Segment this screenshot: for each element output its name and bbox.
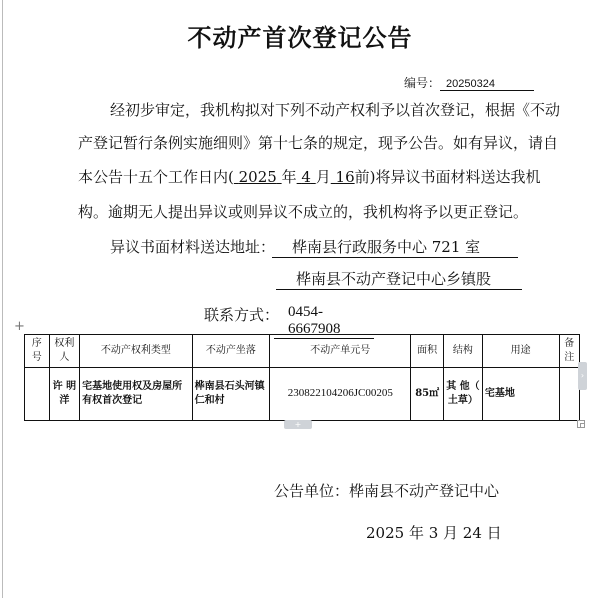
table-row bbox=[25, 368, 580, 421]
cell-index bbox=[25, 368, 50, 421]
deadline-day: 16 bbox=[335, 168, 355, 186]
add-row-handle-icon[interactable]: + bbox=[284, 420, 312, 429]
cell-location: 桦南县石头河镇仁和村 bbox=[192, 368, 270, 421]
body-line-3 bbox=[78, 166, 540, 187]
deadline-year: 2025 bbox=[238, 168, 277, 186]
announcing-unit bbox=[274, 480, 499, 501]
cell-note bbox=[559, 368, 580, 421]
table-move-handle-icon[interactable]: + bbox=[14, 319, 25, 334]
header-note: 备注 bbox=[559, 335, 580, 368]
cell-holder: 许 明洋 bbox=[49, 368, 80, 421]
table-header-row bbox=[25, 335, 580, 368]
table-resize-icon[interactable] bbox=[577, 420, 585, 428]
cell-right-type: 宅基地使用权及房屋所有权首次登记 bbox=[80, 368, 192, 421]
add-column-handle-icon[interactable]: › bbox=[578, 362, 587, 390]
page-left-border bbox=[2, 0, 3, 598]
contact-label: 联系方式： bbox=[204, 306, 280, 324]
registration-table bbox=[24, 334, 580, 421]
header-area: 面积 bbox=[411, 335, 444, 368]
doc-number-value: 20250324 bbox=[440, 78, 534, 91]
document-title: 不动产首次登记公告 bbox=[187, 23, 413, 52]
deadline-month: 4 bbox=[301, 168, 311, 186]
header-unit-no: 不动产单元号 bbox=[270, 335, 411, 368]
contact-value: 0454-6667908 bbox=[274, 304, 374, 339]
header-holder: 权利人 bbox=[49, 335, 80, 368]
deadline-prefix: 本公告十五个工作日内( bbox=[78, 168, 234, 186]
announcing-unit-label: 公告单位： bbox=[274, 482, 350, 500]
announcement-date: 2025 年 3 月 24 日 bbox=[366, 524, 502, 542]
header-right-type: 不动产权利类型 bbox=[80, 335, 192, 368]
address-line-2: 桦南县不动产登记中心乡镇股 bbox=[276, 268, 522, 290]
header-usage: 用途 bbox=[482, 335, 559, 368]
address-line-1: 桦南县行政服务中心 721 室 bbox=[272, 236, 518, 258]
body-line-2: 产登记暂行条例实施细则》第十七条的规定，现予公告。如有异议，请自 bbox=[78, 134, 559, 152]
body-line-4: 构。逾期无人提出异议或则异议不成立的，我机构将予以更正登记。 bbox=[78, 203, 529, 221]
header-index: 序号 bbox=[25, 335, 50, 368]
doc-number bbox=[404, 74, 534, 91]
header-location: 不动产坐落 bbox=[192, 335, 270, 368]
header-structure: 结构 bbox=[444, 335, 483, 368]
cell-area: 85㎡ bbox=[411, 368, 444, 421]
cell-usage: 宅基地 bbox=[482, 368, 559, 421]
cell-structure: 其 他（ 土草） bbox=[444, 368, 483, 421]
cell-unit-no: 230822104206JC00205 bbox=[270, 368, 411, 421]
announcing-unit-name: 桦南县不动产登记中心 bbox=[349, 482, 500, 500]
body-line-1: 经初步审定，我机构拟对下列不动产权利予以首次登记，根据《不动 bbox=[110, 101, 561, 119]
deadline-month-unit: 月 bbox=[315, 168, 331, 186]
address-label: 异议书面材料送达地址： bbox=[110, 238, 276, 256]
deadline-year-unit: 年 bbox=[281, 168, 297, 186]
deadline-suffix: 前)将异议书面材料送达我机 bbox=[354, 168, 541, 186]
doc-number-label: 编号： bbox=[404, 76, 441, 90]
